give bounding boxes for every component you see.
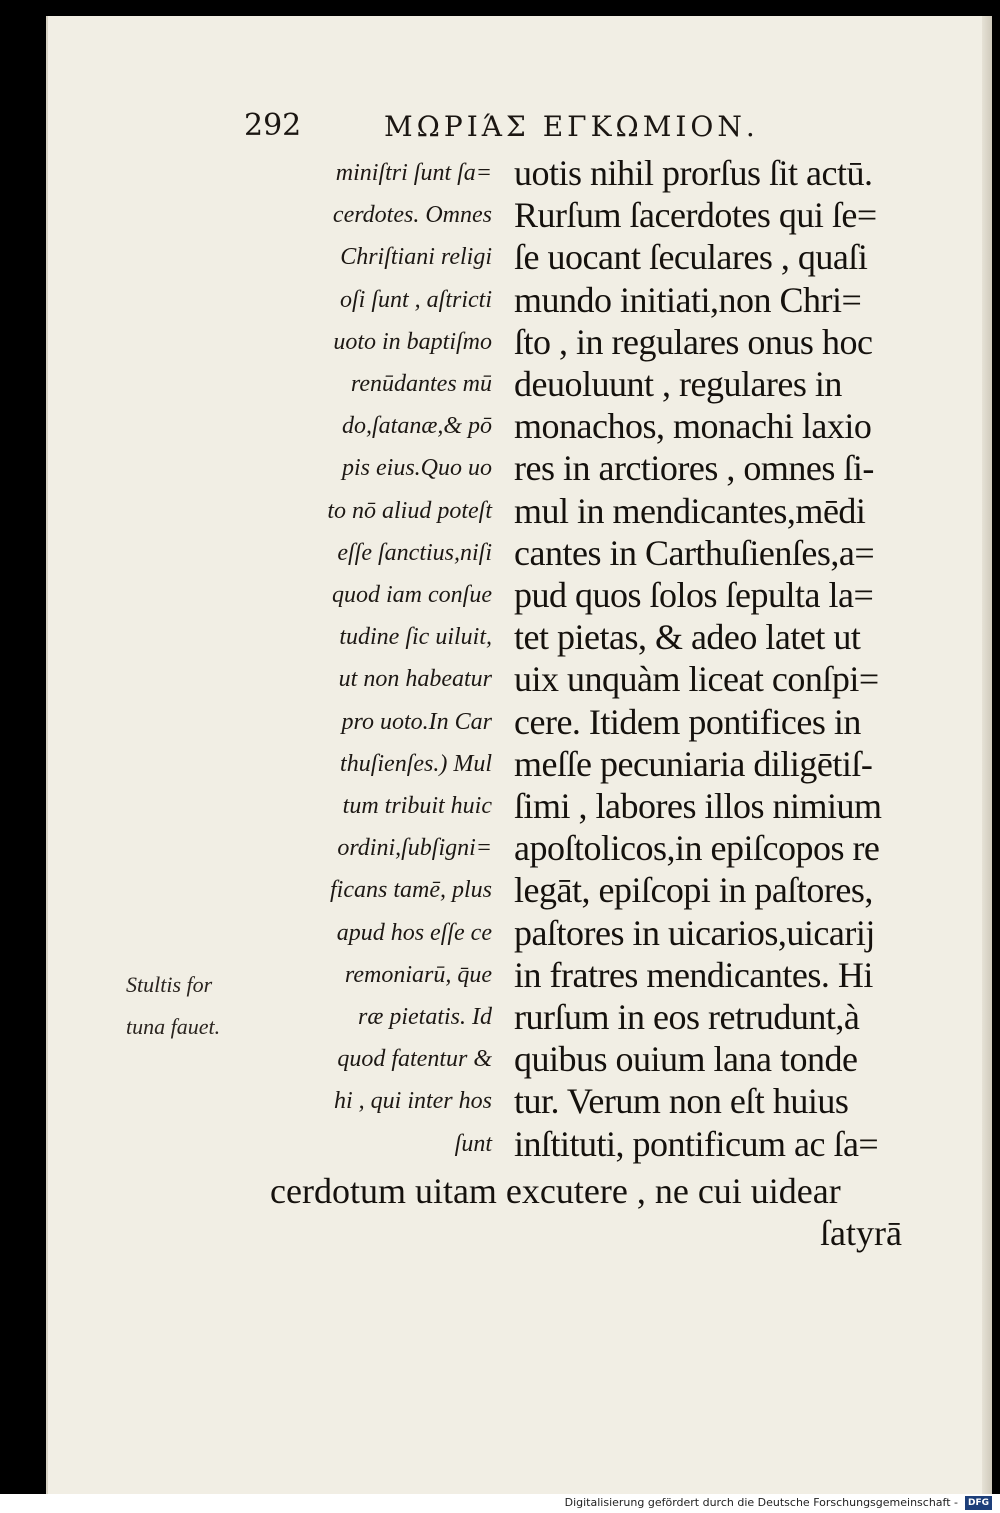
body-line: paſtores in uicarios,uicarij [514, 912, 875, 953]
gloss-line: cerdotes. Omnes [332, 202, 492, 229]
full-width-line: cerdotum uitam excutere , ne cui uidear [270, 1171, 841, 1211]
margin-note-line-1: Stultis for [126, 972, 213, 997]
gloss-line: pis eius.Quo uo [342, 455, 492, 482]
body-line: ſe uocant ſeculares , quaſi [514, 237, 868, 278]
gloss-line: quod iam conſue [332, 582, 492, 608]
funding-credit: Digitalisierung gefördert durch die Deutsche Forschungsgemeinschaft - [564, 1496, 958, 1509]
page-edge [982, 16, 992, 1494]
body-line: legāt, epiſcopi in paſtores, [514, 870, 873, 911]
gloss-line: oſi ſunt , aſtricti [339, 286, 492, 313]
gloss-line: renūdantes mū [350, 371, 492, 397]
body-line: apoſtolicos,in epiſcopos re [514, 828, 880, 869]
gloss-line: ſunt [454, 1130, 492, 1157]
gloss-line: eſſe ſanctius,niſi [337, 539, 492, 566]
body-line: tur. Verum non eſt huius [514, 1081, 849, 1122]
body-line: ſimi , labores illos nimium [514, 786, 882, 826]
gloss-line: hi , qui inter hos [333, 1088, 492, 1115]
body-line: uix unquàm liceat conſpi= [514, 659, 879, 700]
body-line: res in arctiores , omnes ſi- [514, 448, 874, 489]
gloss-line: tudine ſic uiluit, [339, 624, 492, 651]
running-title: ΜΩΡΙΆΣ ΕΓΚΩΜΙΟΝ. [384, 110, 759, 143]
gloss-line: apud hos eſſe ce [336, 919, 492, 946]
body-line: cantes in Carthuſienſes,a= [514, 532, 875, 573]
gloss-line: pro uoto.In Car [341, 708, 492, 735]
gloss-line: ut non habeatur [338, 666, 492, 693]
body-line: deuoluunt , regulares in [514, 364, 842, 404]
gloss-line: ordini,ſubſigni= [337, 835, 492, 862]
gloss-line: ræ pietatis. Id [357, 1004, 492, 1030]
body-line: uotis nihil prorſus ſit actū. [514, 153, 873, 193]
body-line: pud quos ſolos ſepulta la= [514, 575, 874, 615]
body-line: quibus ouium lana tonde [514, 1039, 858, 1080]
gloss-line: Chriſtiani religi [340, 244, 492, 271]
gloss-line: remoniarū, q̄ue [344, 961, 492, 988]
body-line: cere. Itidem pontifices in [514, 701, 861, 742]
page-header [244, 98, 884, 148]
gloss-line: do,ſatanæ,& pō [341, 413, 492, 440]
body-line: ſto , in regulares onus hoc [514, 321, 873, 362]
body-line: tet pietas, & adeo latet ut [514, 617, 861, 658]
body-line: rurſum in eos retrudunt,à [514, 997, 860, 1037]
body-line: monachos, monachi laxio [514, 406, 872, 447]
gloss-line: quod fatentur & [337, 1046, 492, 1073]
footer-bar [0, 1494, 1000, 1513]
catchword: ſatyrā [820, 1213, 902, 1253]
body-line: in fratres mendicantes. Hi [514, 954, 873, 995]
gloss-line: miniſtri ſunt ſa= [335, 160, 492, 186]
gloss-line: tum tribuit huic [342, 793, 492, 819]
dfg-logo-icon: DFG [965, 1496, 992, 1510]
gloss-line: to nō aliud poteſt [327, 497, 492, 524]
body-line: inſtituti, pontificum ac ſa= [514, 1123, 879, 1164]
gloss-line: ficans tamē, plus [330, 877, 492, 904]
page-number: 292 [244, 108, 302, 143]
body-line: mundo initiati,non Chri= [514, 279, 862, 320]
body-line: Rurſum ſacerdotes qui ſe= [514, 195, 877, 236]
body-line: mul in mendicantes,mēdi [514, 490, 866, 531]
gloss-line: thuſienſes.) Mul [340, 750, 492, 777]
gloss-line: uoto in baptiſmo [333, 328, 492, 355]
body-line: meſſe pecuniaria diligētiſ- [514, 743, 873, 784]
margin-note-line-2: tuna fauet. [126, 1014, 221, 1039]
